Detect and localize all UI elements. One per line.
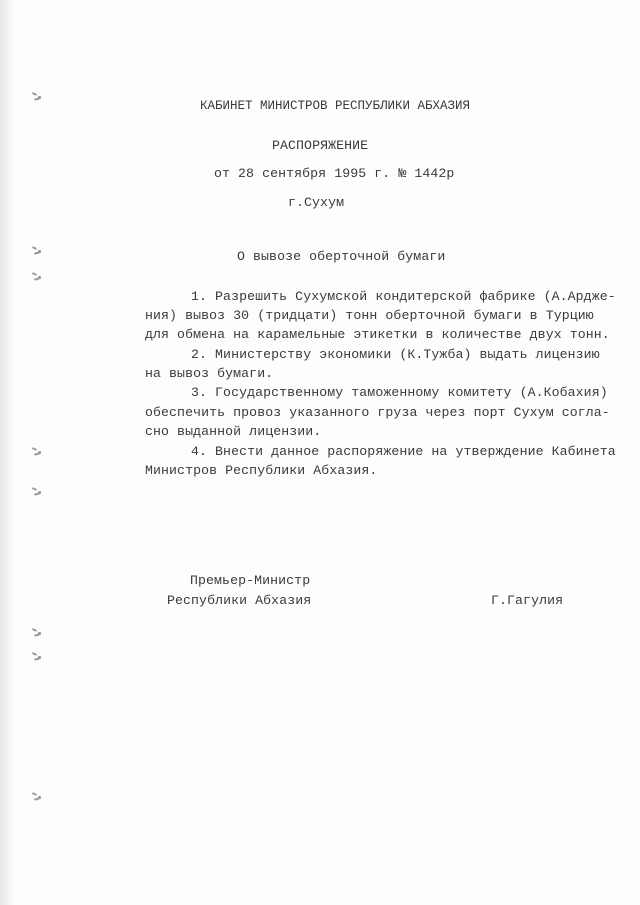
body-line: обеспечить провоз указанного груза через порт Сухум согла- [145,405,610,420]
body-line: 1. Разрешить Сухумской кондитерской фабрике (А.Арджe- [191,289,616,304]
scan-mark [30,652,46,662]
document-header: КАБИНЕТ МИНИСТРОВ РЕСПУБЛИКИ АБХАЗИЯ [200,99,471,113]
scan-mark [30,272,46,282]
body-line: сно выданной лицензии. [145,424,322,439]
body-line: Министров Республики Абхазия. [145,463,378,478]
document-subject: О вывозе оберточной бумаги [237,249,446,264]
document-date-number: от 28 сентября 1995 г. № 1442р [214,166,455,181]
signature-name: Г.Гагулия [491,593,564,608]
body-line: для обмена на карамельные этикетки в количестве двух тонн. [145,327,610,342]
body-line: 2. Министерству экономики (К.Тужба) выдать лицензию [191,347,600,362]
signature-title-line2: Республики Абхазия [167,593,312,608]
scan-mark [30,447,46,457]
body-line: ния) вывоз 30 (тридцати) тонн оберточной бумаги в Турцию [145,308,594,323]
signature-title-line1: Премьер-Министр [190,573,311,588]
document-place: г.Сухум [288,195,345,210]
document-type: РАСПОРЯЖЕНИЕ [272,138,369,153]
scan-mark [30,92,46,102]
scan-mark [30,246,46,256]
scan-mark [30,628,46,638]
scan-mark [30,792,46,802]
body-line: 3. Государственному таможенному комитету (А.Кобахия) [191,385,608,400]
scan-edge-shadow [0,0,14,905]
body-line: 4. Внести данное распоряжение на утверждение Кабинета [191,444,616,459]
scan-mark [30,487,46,497]
body-line: на вывоз бумаги. [145,366,274,381]
